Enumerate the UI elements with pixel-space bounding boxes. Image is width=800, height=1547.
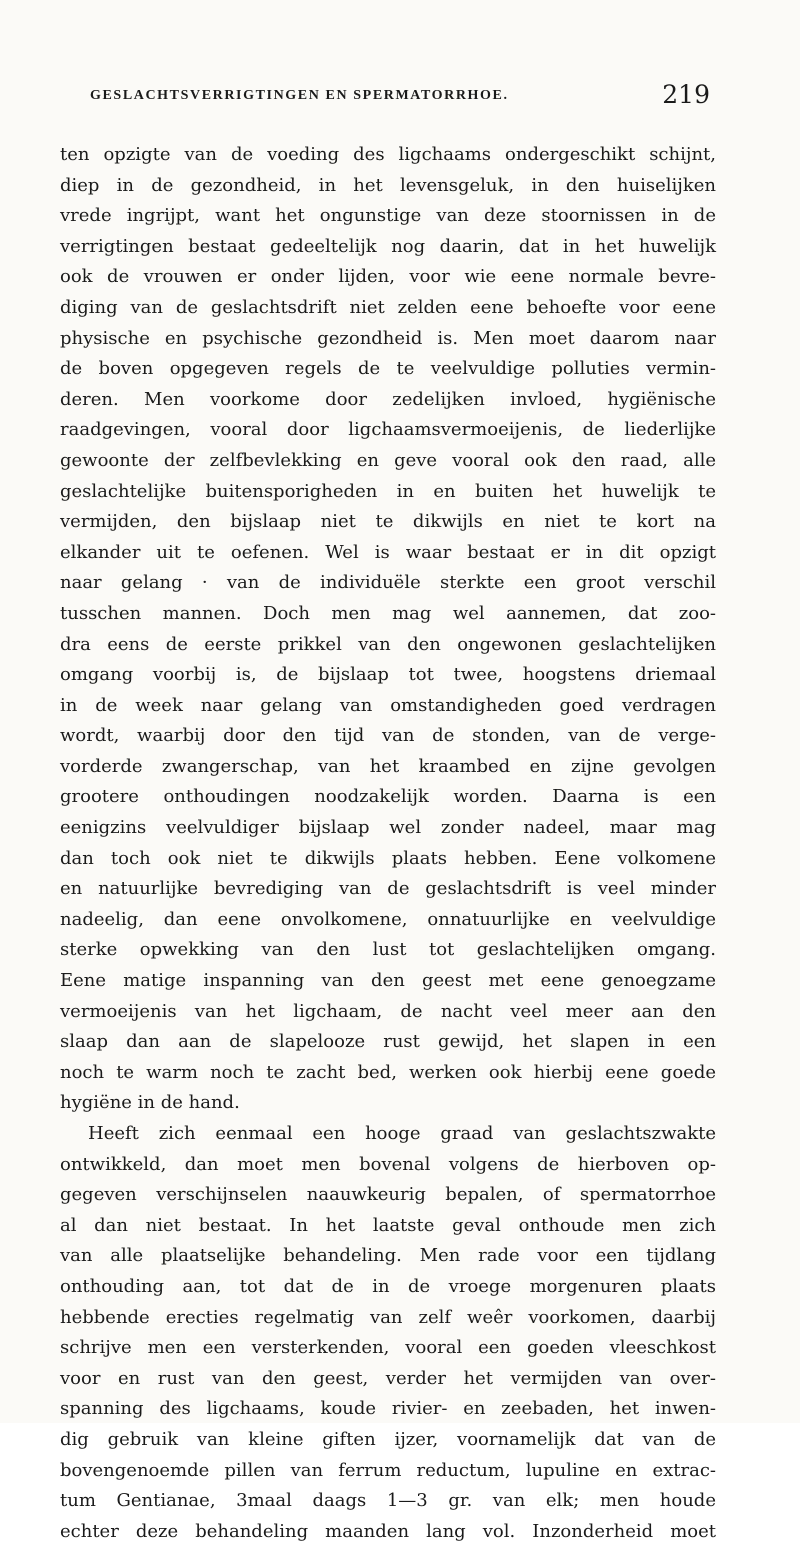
text-line: diep in de gezondheid, in het levensgeluk, in den huiselijken bbox=[60, 174, 716, 196]
text-line: de boven opgegeven regels de te veelvuldige polluties vermin- bbox=[60, 358, 716, 380]
running-title: GESLACHTSVERRIGTINGEN EN SPERMATORRHOE. bbox=[90, 88, 509, 103]
text-line: voor en rust van den geest, verder het vermijden van over- bbox=[60, 1367, 716, 1389]
text-line: elkander uit te oefenen. Wel is waar bestaat er in dit opzigt bbox=[60, 541, 716, 563]
text-line: ontwikkeld, dan moet men bovenal volgens de hierboven op- bbox=[60, 1153, 716, 1175]
text-line: ook de vrouwen er onder lijden, voor wie eene normale bevre- bbox=[60, 266, 716, 288]
text-line: van alle plaatselijke behandeling. Men rade voor een tijdlang bbox=[60, 1245, 716, 1267]
text-line: onthouding aan, tot dat de in de vroege morgenuren plaats bbox=[60, 1275, 716, 1297]
text-line: tusschen mannen. Doch men mag wel aannemen, dat zoo- bbox=[60, 602, 716, 624]
text-line: noch te warm noch te zacht bed, werken ook hierbij eene goede bbox=[60, 1061, 716, 1083]
text-line: dan toch ook niet te dikwijls plaats hebben. Eene volkomene bbox=[60, 847, 716, 869]
text-line: omgang voorbij is, de bijslaap tot twee, hoogstens driemaal bbox=[60, 664, 716, 686]
text-line: physische en psychische gezondheid is. Men moet daarom naar bbox=[60, 327, 716, 349]
text-line: wordt, waarbij door den tijd van de stonden, van de verge- bbox=[60, 725, 716, 747]
text-line: nadeelig, dan eene onvolkomene, onnatuurlijke en veelvuldige bbox=[60, 908, 716, 930]
text-line: tum Gentianae, 3maal daags 1—3 gr. van elk; men houde bbox=[60, 1490, 716, 1512]
text-line: bovengenoemde pillen van ferrum reductum, lupuline en extrac- bbox=[60, 1459, 716, 1481]
text-line: gewoonte der zelfbevlekking en geve vooral ook den raad, alle bbox=[60, 449, 716, 471]
text-line: gegeven verschijnselen naauwkeurig bepalen, of spermatorrhoe bbox=[60, 1184, 716, 1206]
text-line: eenigzins veelvuldiger bijslaap wel zonder nadeel, maar mag bbox=[60, 817, 716, 839]
text-line: deren. Men voorkome door zedelijken invloed, hygiënische bbox=[60, 388, 716, 410]
body-text bbox=[60, 140, 716, 1547]
paragraph-start-line: Heeft zich eenmaal een hooge graad van geslachtszwakte bbox=[88, 1123, 716, 1144]
text-line: grootere onthoudingen noodzakelijk worden. Daarna is een bbox=[60, 786, 716, 808]
paragraph-end-line: hygiëne in de hand. bbox=[60, 1092, 240, 1114]
text-line: schrijve men een versterkenden, vooral een goeden vleeschkost bbox=[60, 1337, 716, 1359]
text-line: vermijden, den bijslaap niet te dikwijls en niet te kort na bbox=[60, 511, 716, 533]
text-line: slaap dan aan de slapelooze rust gewijd, het slapen in een bbox=[60, 1031, 716, 1053]
text-line: raadgevingen, vooral door ligchaamsvermoeijenis, de liederlijke bbox=[60, 419, 716, 441]
text-line: verrigtingen bestaat gedeeltelijk nog daarin, dat in het huwelijk bbox=[60, 235, 716, 257]
text-line: naar gelang · van de individuële sterkte een groot verschil bbox=[60, 572, 716, 594]
text-line: sterke opwekking van den lust tot geslachtelijken omgang. bbox=[60, 939, 716, 961]
text-line: in de week naar gelang van omstandigheden goed verdragen bbox=[60, 694, 716, 716]
text-line: vrede ingrijpt, want het ongunstige van deze stoornissen in de bbox=[60, 205, 716, 227]
text-line: geslachtelijke buitensporigheden in en buiten het huwelijk te bbox=[60, 480, 716, 502]
running-head bbox=[90, 82, 710, 112]
text-line: ten opzigte van de voeding des ligchaams ondergeschikt schijnt, bbox=[60, 144, 716, 165]
page-number: 219 bbox=[662, 80, 710, 109]
text-line: en natuurlijke bevrediging van de geslachtsdrift is veel minder bbox=[60, 878, 716, 900]
text-line: vermoeijenis van het ligchaam, de nacht veel meer aan den bbox=[60, 1000, 716, 1022]
text-line: dig gebruik van kleine giften ijzer, voornamelijk dat van de bbox=[60, 1428, 716, 1450]
text-line: al dan niet bestaat. In het laatste geval onthoude men zich bbox=[60, 1214, 716, 1236]
text-line: vorderde zwangerschap, van het kraambed en zijne gevolgen bbox=[60, 755, 716, 777]
text-line: echter deze behandeling maanden lang vol. Inzonderheid moet bbox=[60, 1520, 716, 1542]
text-line: Eene matige inspanning van den geest met eene genoegzame bbox=[60, 970, 716, 992]
text-line: diging van de geslachtsdrift niet zelden eene behoefte voor eene bbox=[60, 296, 716, 318]
text-line: dra eens de eerste prikkel van den ongewonen geslachtelijken bbox=[60, 633, 716, 655]
text-line: hebbende erecties regelmatig van zelf weêr voorkomen, daarbij bbox=[60, 1306, 716, 1328]
text-line: spanning des ligchaams, koude rivier- en zeebaden, het inwen- bbox=[60, 1398, 716, 1420]
